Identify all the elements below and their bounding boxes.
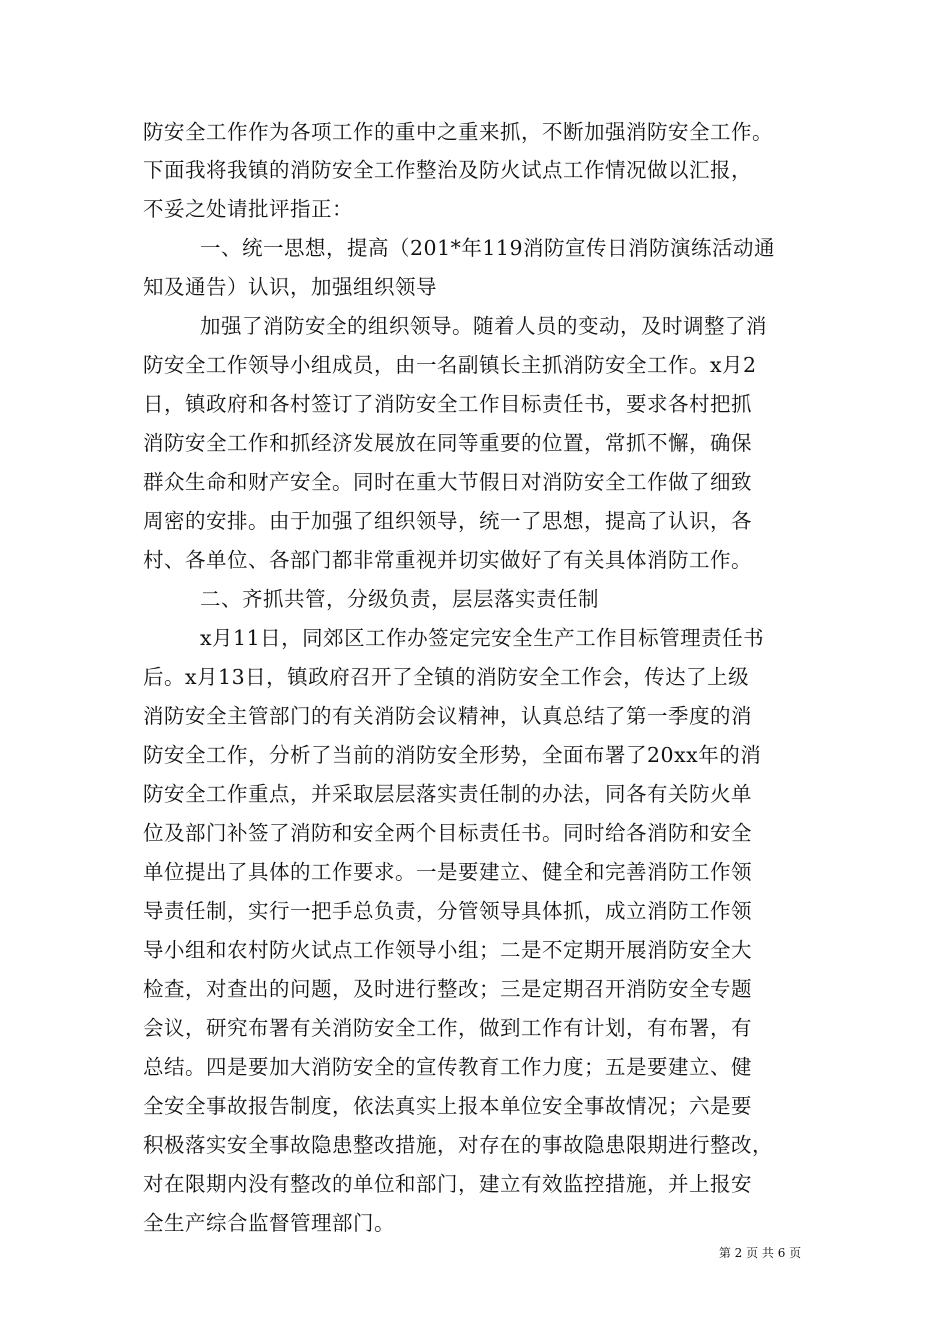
text-line: 防安全工作，分析了当前的消防安全形势，全面布署了20xx年的消 — [143, 743, 762, 767]
section-heading: 二、齐抓共管，分级负责，层层落实责任制 — [200, 587, 599, 611]
text-line: 总结。四是要加大消防安全的宣传教育工作力度；五是要建立、健 — [143, 1055, 752, 1079]
text-line: 防安全工作领导小组成员，由一名副镇长主抓消防安全工作。x月2 — [143, 353, 757, 377]
text-line: 位及部门补签了消防和安全两个目标责任书。同时给各消防和安全 — [143, 821, 752, 845]
page-number: 第 2 页 共 6 页 — [718, 1246, 802, 1260]
text-line: 消防安全主管部门的有关消防会议精神，认真总结了第一季度的消 — [143, 704, 752, 728]
text-line: 村、各单位、各部门都非常重视并切实做好了有关具体消防工作。 — [143, 548, 752, 572]
text-line: 消防安全工作和抓经济发展放在同等重要的位置，常抓不懈，确保 — [143, 431, 752, 455]
text-line: 导责任制，实行一把手总负责，分管领导具体抓，成立消防工作领 — [143, 899, 752, 923]
text-line: 积极落实安全事故隐患整改措施，对存在的事故隐患限期进行整改， — [143, 1133, 773, 1157]
text-line: 导小组和农村防火试点工作领导小组；二是不定期开展消防安全大 — [143, 938, 752, 962]
text-line: 日，镇政府和各村签订了消防安全工作目标责任书，要求各村把抓 — [143, 392, 752, 416]
text-line: 全安全事故报告制度，依法真实上报本单位安全事故情况；六是要 — [143, 1094, 752, 1118]
text-line: 检查，对查出的问题，及时进行整改；三是定期召开消防安全专题 — [143, 977, 752, 1001]
text-line: 防安全工作重点，并采取层层落实责任制的办法，同各有关防火单 — [143, 782, 752, 806]
text-line: 加强了消防安全的组织领导。随着人员的变动，及时调整了消 — [200, 314, 767, 338]
section-heading: 一、统一思想，提高（201*年119消防宣传日消防演练活动通 — [200, 236, 776, 260]
text-line: 不妥之处请批评指正： — [143, 197, 353, 221]
text-line: 群众生命和财产安全。同时在重大节假日对消防安全工作做了细致 — [143, 470, 752, 494]
text-line: x月11日，同郊区工作办签定完安全生产工作目标管理责任书 — [200, 626, 765, 650]
section-heading-continued: 知及通告）认识，加强组织领导 — [143, 275, 437, 299]
text-line: 下面我将我镇的消防安全工作整治及防火试点工作情况做以汇报， — [143, 158, 752, 182]
text-line: 对在限期内没有整改的单位和部门，建立有效监控措施，并上报安 — [143, 1172, 752, 1196]
text-line: 全生产综合监督管理部门。 — [143, 1211, 395, 1235]
text-line: 会议，研究布署有关消防安全工作，做到工作有计划，有布署，有 — [143, 1016, 752, 1040]
text-line: 周密的安排。由于加强了组织领导，统一了思想，提高了认识，各 — [143, 509, 752, 533]
text-line: 后。x月13日，镇政府召开了全镇的消防安全工作会，传达了上级 — [143, 665, 750, 689]
text-line: 防安全工作作为各项工作的重中之重来抓，不断加强消防安全工作。 — [143, 120, 773, 144]
text-line: 单位提出了具体的工作要求。一是要建立、健全和完善消防工作领 — [143, 860, 752, 884]
